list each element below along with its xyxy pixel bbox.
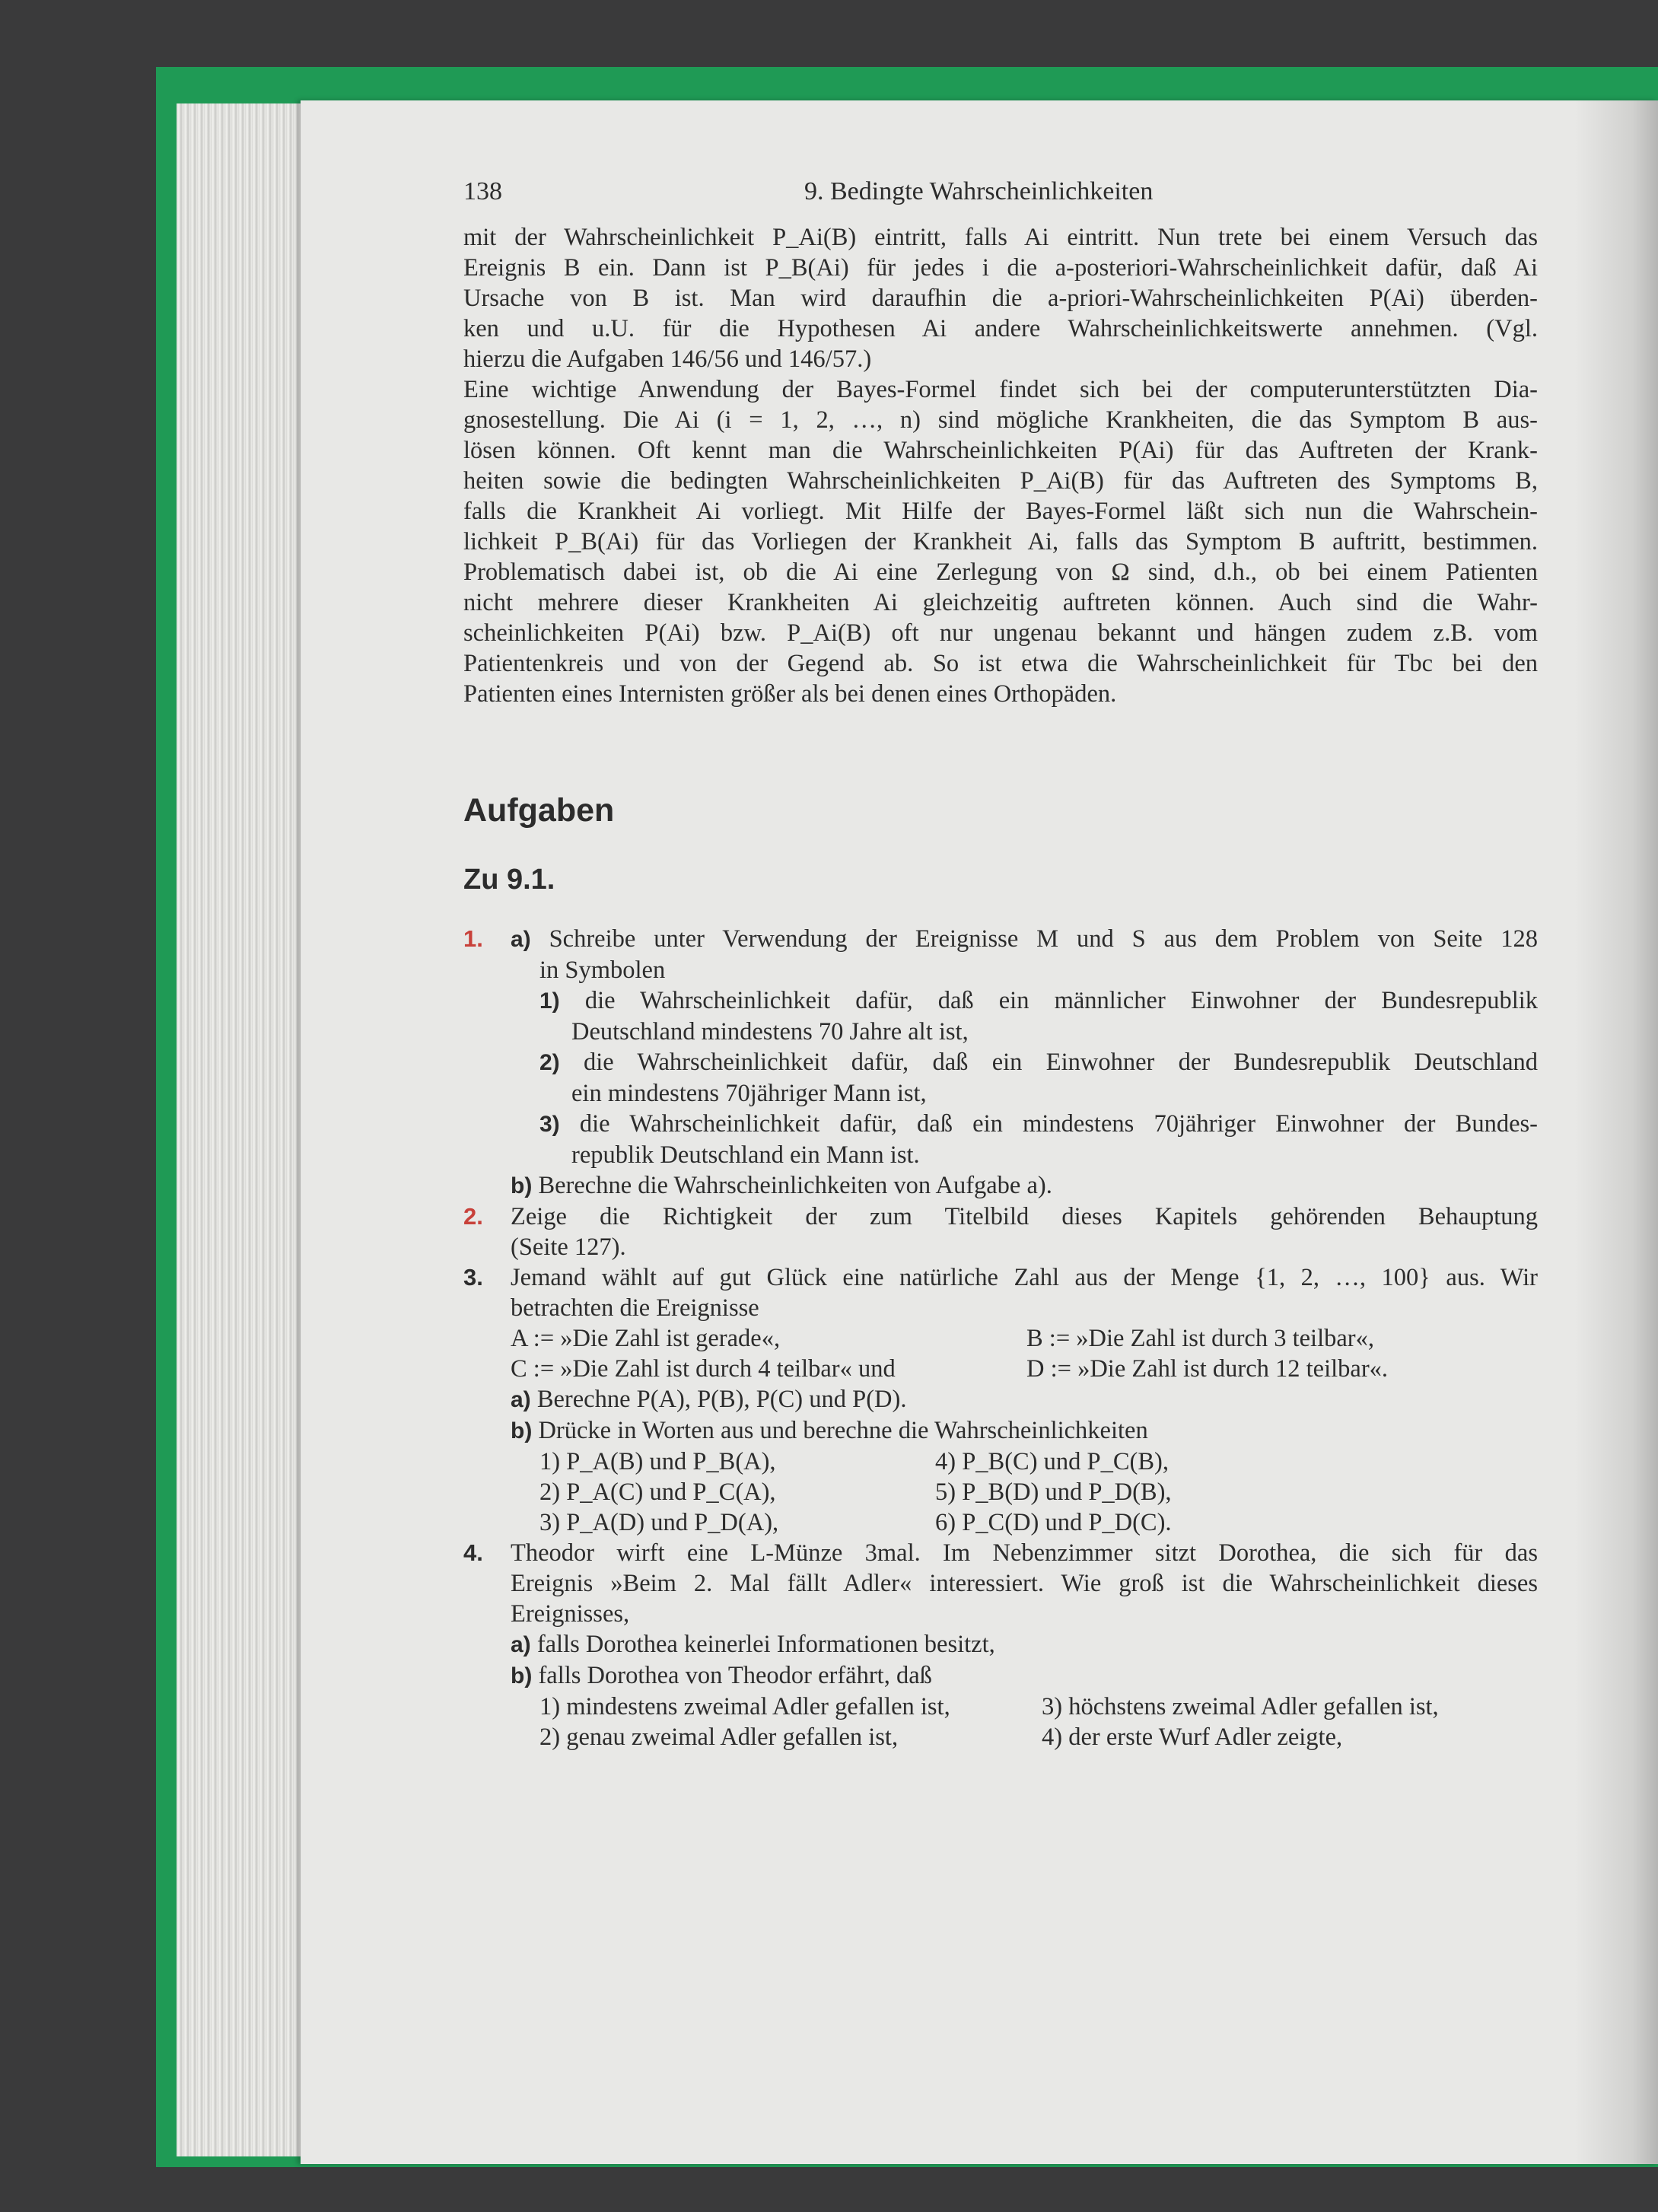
text: Schreibe unter Verwendung der Ereignisse M und S aus dem Problem von Seite 128 [549,925,1538,953]
page-number: 138 [463,177,502,205]
text-line: Jemand wählt auf gut Glück eine natürliche Zahl aus der Menge {1, 2, …, 100} aus. Wir [511,1264,1538,1291]
subpart-label: 2) [539,1050,560,1075]
text-line: ein mindestens 70jähriger Mann ist, [571,1080,927,1107]
text: Berechne die Wahrscheinlichkeiten von Aufgabe a). [538,1172,1052,1199]
paragraph-1 [463,222,1538,374]
subsection-title: Zu 9.1. [463,864,555,896]
exercise-2 [463,1201,1538,1262]
text-line [511,1109,1538,1140]
exercise-number: 3. [463,1264,483,1291]
text-line: Ursache von B ist. Man wird daraufhin die a-priori-Wahrscheinlichkeiten P(Ai) überden- [463,285,1538,312]
part-label: a) [511,1387,531,1412]
probability-pair: 1) P_A(B) und P_B(A), [539,1448,776,1475]
text-line: Problematisch dabei ist, ob die Ai eine Zerlegung von Ω sind, d.h., ob bei einem Patienten [463,559,1538,586]
text: falls Dorothea keinerlei Informationen besitzt, [536,1631,995,1658]
text-line [511,1384,1538,1415]
condition-options [511,1692,1538,1752]
text-line: in Symbolen [539,956,666,984]
part-label: a) [511,927,531,952]
section-title: Aufgaben [463,792,615,829]
text-line: Theodor wirft eine L-Münze 3mal. Im Nebenzimmer sitzt Dorothea, die sich für das [511,1539,1538,1567]
event-definition: C := »Die Zahl ist durch 4 teilbar« und [511,1355,896,1383]
running-title: 9. Bedingte Wahrscheinlichkeiten [804,177,1154,205]
text-line: ken und u.U. für die Hypothesen Ai andere Wahrscheinlichkeitswerte annehmen. (Vgl. [463,315,1538,342]
text-line: Deutschland mindestens 70 Jahre alt ist, [571,1018,969,1046]
text-line: hierzu die Aufgaben 146/56 und 146/57.) [463,345,872,373]
text-line: Patienten eines Internisten größer als bei denen eines Orthopäden. [463,680,1117,708]
text: die Wahrscheinlichkeit dafür, daß ein Einwohner der Bundesrepublik Deutschland [584,1049,1538,1076]
text-line: mit der Wahrscheinlichkeit P_Ai(B) eintritt, falls Ai eintritt. Nun trete bei einem Versuch das [463,224,1538,251]
text-line: (Seite 127). [511,1233,626,1261]
text: die Wahrscheinlichkeit dafür, daß ein mindestens 70jähriger Einwohner der Bundes- [579,1110,1539,1138]
text-line: nicht mehrere dieser Krankheiten Ai gleichzeitig auftreten können. Auch sind die Wahr- [463,589,1538,616]
text: falls Dorothea von Theodor erfährt, daß [538,1662,932,1689]
event-definition: B := »Die Zahl ist durch 3 teilbar«, [1026,1325,1374,1352]
event-definitions [511,1323,1538,1384]
probability-pairs [511,1447,1538,1538]
probability-pair: 2) P_A(C) und P_C(A), [539,1478,776,1506]
text-line: Ereignis »Beim 2. Mal fällt Adler« interessiert. Wie groß ist die Wahrscheinlichkeit dieses [511,1570,1538,1597]
page-edges [177,103,310,2156]
part-label: b) [511,1418,533,1443]
part-label: a) [511,1632,531,1657]
text: die Wahrscheinlichkeit dafür, daß ein männlicher Einwohner der Bundesrepublik [584,987,1538,1014]
probability-pair: 6) P_C(D) und P_D(C). [935,1509,1172,1536]
text: Drücke in Worten aus und berechne die Wahrscheinlichkeiten [538,1417,1148,1444]
condition-option: 4) der erste Wurf Adler zeigte, [1042,1723,1343,1751]
probability-pair: 4) P_B(C) und P_C(B), [935,1448,1169,1475]
probability-pair: 5) P_B(D) und P_D(B), [935,1478,1172,1506]
exercise-4 [463,1538,1538,1752]
text-line [511,924,1538,955]
probability-pair: 3) P_A(D) und P_D(A), [539,1509,779,1536]
exercise-3 [463,1262,1538,1538]
paragraph-2 [463,374,1538,709]
exercise-1 [463,924,1538,1201]
text-line: lösen können. Oft kennt man die Wahrscheinlichkeiten P(Ai) für das Auftreten der Krank- [463,437,1538,464]
text-line: Eine wichtige Anwendung der Bayes-Formel findet sich bei der computerunterstützten Dia- [463,376,1538,403]
text: Berechne P(A), P(B), P(C) und P(D). [536,1386,907,1413]
text-line [511,985,1538,1017]
text-line: gnosestellung. Die Ai (i = 1, 2, …, n) sind mögliche Krankheiten, die das Symptom B aus- [463,406,1538,434]
subpart-label: 3) [539,1112,560,1137]
text-line: scheinlichkeiten P(Ai) bzw. P_Ai(B) oft nur ungenau bekannt und hängen zudem z.B. vom [463,619,1538,647]
text-line: heiten sowie die bedingten Wahrscheinlichkeiten P_Ai(B) für das Auftreten des Symptoms B, [463,467,1538,495]
condition-option: 3) höchstens zweimal Adler gefallen ist, [1042,1693,1439,1720]
condition-option: 2) genau zweimal Adler gefallen ist, [539,1723,899,1751]
page-header [463,177,1538,222]
condition-option: 1) mindestens zweimal Adler gefallen ist, [539,1693,950,1720]
text-line: Ereignisses, [511,1600,630,1628]
text-line: betrachten die Ereignisse [511,1294,759,1322]
page-gutter-shadow [1574,100,1658,2164]
text-line: lichkeit P_B(Ai) für das Vorliegen der Krankheit Ai, falls das Symptom B auftritt, bestimmen. [463,528,1538,555]
text-line [511,1660,1538,1692]
text-line: Zeige die Richtigkeit der zum Titelbild dieses Kapitels gehörenden Behauptung [511,1203,1538,1230]
subpart-label: 1) [539,988,560,1014]
exercise-number: 1. [463,925,483,952]
event-definition: A := »Die Zahl ist gerade«, [511,1325,781,1352]
text-line: republik Deutschland ein Mann ist. [571,1141,920,1169]
page-text [463,177,1538,1752]
exercise-list [463,924,1538,1752]
book-page [301,100,1658,2164]
text-line: Patientenkreis und von der Gegend ab. So ist etwa die Wahrscheinlichkeit für Tbc bei den [463,650,1538,677]
text-line [511,1047,1538,1078]
event-definition: D := »Die Zahl ist durch 12 teilbar«. [1026,1355,1389,1383]
part-label: b) [511,1663,533,1688]
text-line [511,1415,1538,1447]
text-line: Ereignis B ein. Dann ist P_B(Ai) für jedes i die a-posteriori-Wahrscheinlichkeit dafür, daß Ai [463,254,1538,282]
text-line [511,1170,1538,1201]
text-line [511,1629,1538,1660]
text-line: falls die Krankheit Ai vorliegt. Mit Hilfe der Bayes-Formel läßt sich nun die Wahrschein- [463,498,1538,525]
exercise-number: 2. [463,1203,483,1230]
part-label: b) [511,1173,533,1198]
exercise-number: 4. [463,1539,483,1566]
